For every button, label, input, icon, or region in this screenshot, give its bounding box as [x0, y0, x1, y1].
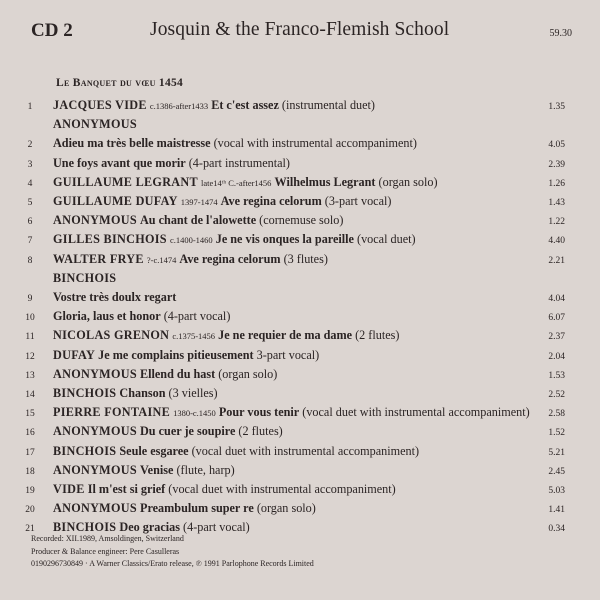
track-composer: WALTER FRYE [53, 251, 144, 266]
track-composer: ANONYMOUS [53, 501, 137, 516]
track-text [53, 444, 419, 459]
track-row [0, 290, 600, 309]
track-text [53, 271, 116, 286]
track-number: 5 [27, 198, 33, 208]
track-duration: 5.03 [548, 486, 565, 496]
track-scoring: (3 flutes) [283, 251, 328, 266]
track-composer: ANONYMOUS [53, 424, 137, 439]
track-work-title: Vostre très doulx regart [53, 290, 177, 304]
track-composer-dates: 1397-1474 [180, 197, 218, 207]
section-title: Le Banquet du vœu 1454 [56, 77, 184, 89]
track-duration: 2.39 [548, 159, 565, 170]
header [0, 0, 600, 50]
track-number: 2 [27, 140, 33, 151]
track-work-title: Je ne vis onques la pareille [215, 232, 354, 247]
credit-line: 0190296730849 · A Warner Classics/Erato release, ℗ 1991 Parlophone Records Limited [31, 559, 314, 568]
track-row [0, 482, 600, 501]
track-row [0, 117, 600, 136]
track-row [0, 348, 600, 367]
track-number: 7 [27, 236, 33, 247]
track-duration: 2.45 [548, 466, 565, 477]
track-work-title: Chanson [119, 386, 166, 400]
track-duration: 6.07 [548, 313, 565, 324]
track-row [0, 98, 600, 117]
track-text [53, 482, 396, 497]
track-work-title: Pour vous tenir [218, 405, 300, 420]
track-work-title: Je ne requier de ma dame [218, 328, 353, 343]
track-text [53, 348, 319, 363]
track-work-title: Gloria, laus et honor [53, 309, 161, 324]
track-scoring: (cornemuse solo) [259, 213, 344, 228]
track-composer: PIERRE FONTAINE [53, 405, 171, 420]
track-work-title: Wilhelmus Legrant [274, 174, 376, 189]
track-number: 3 [27, 159, 33, 170]
track-text [53, 213, 343, 228]
track-composer: GUILLAUME DUFAY [53, 194, 178, 208]
track-scoring: (vocal with instrumental accompaniment) [213, 136, 417, 151]
track-duration: 1.35 [548, 102, 565, 112]
track-composer-dates: c.1400-1460 [169, 235, 213, 246]
track-duration: 2.52 [548, 390, 565, 400]
track-row [0, 463, 600, 482]
track-duration: 4.40 [548, 236, 565, 247]
track-text [53, 98, 375, 113]
track-scoring: (organ solo) [218, 366, 278, 381]
track-composer: ANONYMOUS [53, 462, 137, 477]
track-composer-dates: 1380-c.1450 [173, 408, 216, 419]
track-text [53, 405, 530, 420]
track-scoring: (vocal duet with instrumental accompaniment) [168, 482, 396, 496]
track-duration: 0.34 [548, 524, 565, 535]
track-row [0, 309, 600, 328]
track-scoring: (organ solo) [378, 174, 438, 189]
track-row [0, 136, 600, 155]
track-composer-dates: c.1386-after1433 [149, 101, 209, 111]
track-work-title: Adieu ma très belle maistresse [53, 136, 211, 151]
track-text [53, 232, 416, 247]
track-scoring: (4-part vocal) [163, 309, 231, 324]
track-text [53, 175, 438, 190]
track-number: 4 [27, 178, 33, 189]
credit-line: Recorded: XII.1989, Amsoldingen, Switzerland [31, 534, 184, 543]
track-composer: ANONYMOUS [53, 366, 137, 381]
track-composer: BINCHOIS [53, 520, 117, 535]
track-work-title: Ave regina celorum [179, 251, 281, 266]
track-text [53, 424, 283, 439]
track-duration: 1.43 [548, 198, 565, 208]
track-row [0, 386, 600, 405]
track-composer: DUFAY [53, 347, 96, 362]
track-work-title: Une foys avant que morir [53, 155, 186, 170]
track-composer: GUILLAUME LEGRANT [53, 174, 198, 189]
track-work-title: Ave regina celorum [220, 194, 322, 208]
track-work-title: Preambulum super re [140, 501, 254, 516]
track-duration: 2.37 [548, 332, 565, 343]
track-duration: 2.58 [548, 409, 565, 420]
track-text [53, 117, 137, 132]
track-number: 20 [25, 505, 35, 516]
track-number: 10 [25, 313, 35, 324]
track-number: 9 [27, 294, 33, 304]
track-scoring: (vocal duet with instrumental accompaniment) [191, 443, 420, 458]
track-row [0, 232, 600, 251]
track-scoring: (flute, harp) [176, 462, 235, 477]
track-duration: 1.22 [548, 217, 565, 228]
track-number: 19 [25, 486, 35, 496]
track-row [0, 213, 600, 232]
track-composer: BINCHOIS [53, 443, 117, 458]
track-text [53, 309, 230, 324]
track-text [53, 501, 316, 516]
track-row [0, 194, 600, 213]
track-duration: 1.41 [548, 505, 565, 516]
track-scoring: (vocal duet with instrumental accompaniment) [302, 405, 530, 420]
track-text [53, 367, 277, 382]
track-number: 8 [27, 255, 33, 266]
track-row [0, 367, 600, 386]
track-number: 14 [25, 390, 35, 400]
track-text [53, 194, 391, 209]
track-text [53, 328, 399, 343]
track-number: 17 [25, 447, 35, 458]
track-work-title: Venise [140, 462, 174, 477]
track-composer: NICOLAS GRENON [53, 328, 170, 343]
track-duration: 1.52 [548, 428, 565, 439]
track-number: 18 [25, 466, 35, 477]
track-number: 13 [25, 370, 35, 381]
credits-footer [31, 533, 314, 571]
credit-line: Producer & Balance engineer: Pere Casulleras [31, 546, 180, 556]
track-work-title: Du cuer je soupire [140, 424, 236, 439]
track-text [53, 290, 176, 305]
track-composer: ANONYMOUS [53, 213, 137, 228]
track-row [0, 501, 600, 520]
track-row [0, 271, 600, 290]
track-duration: 4.05 [548, 140, 565, 151]
track-scoring: (2 flutes) [355, 328, 400, 343]
track-composer: VIDE [53, 482, 85, 496]
track-duration: 1.26 [548, 178, 565, 189]
track-scoring: (2 flutes) [238, 424, 283, 439]
track-row [0, 328, 600, 347]
track-row [0, 156, 600, 175]
track-scoring: (3-part vocal) [324, 194, 392, 208]
track-scoring: (4-part vocal) [183, 520, 250, 535]
cd-label: CD 2 [31, 20, 73, 41]
track-work-title: Il m'est si grief [87, 482, 166, 496]
track-composer-dates: ?-c.1474 [146, 254, 177, 265]
track-work-title: Je me complains pitieusement [98, 347, 254, 362]
track-duration: 4.04 [548, 294, 565, 304]
track-text [53, 386, 218, 401]
track-work-title: Seule esgaree [119, 443, 189, 458]
track-composer: GILLES BINCHOIS [53, 232, 167, 247]
track-number: 6 [27, 217, 33, 228]
track-work-title: Deo gracias [119, 520, 180, 535]
track-row [0, 405, 600, 424]
track-row [0, 444, 600, 463]
track-number: 1 [27, 102, 33, 112]
track-composer-dates: late14ᵗʰ C.-after1456 [200, 177, 272, 188]
track-text [53, 156, 290, 171]
total-duration: 59.30 [549, 28, 572, 39]
track-scoring: (vocal duet) [357, 232, 416, 247]
track-scoring: 3-part vocal) [256, 347, 320, 362]
track-work-title: Au chant de l'alowette [140, 213, 257, 228]
track-scoring: (3 vielles) [168, 386, 218, 400]
track-composer-dates: c.1375-1456 [172, 331, 216, 342]
track-number: 12 [25, 351, 35, 362]
track-composer: BINCHOIS [53, 386, 117, 400]
track-composer: ANONYMOUS [53, 117, 137, 132]
track-text [53, 136, 417, 151]
track-number: 15 [25, 409, 35, 420]
track-number: 11 [25, 332, 35, 343]
track-work-title: Ellend du hast [140, 366, 216, 381]
track-scoring: (4-part instrumental) [188, 155, 290, 170]
track-row [0, 252, 600, 271]
track-duration: 5.21 [548, 447, 565, 458]
track-number: 16 [25, 428, 35, 439]
track-scoring: (instrumental duet) [281, 98, 375, 112]
track-duration: 2.04 [548, 351, 565, 362]
track-text [53, 252, 328, 267]
track-duration: 1.53 [548, 370, 565, 381]
track-work-title: Et c'est assez [211, 98, 279, 112]
track-composer: BINCHOIS [53, 270, 117, 285]
track-scoring: (organ solo) [256, 501, 316, 516]
track-row [0, 424, 600, 443]
track-number: 21 [25, 524, 35, 535]
track-text [53, 463, 235, 478]
track-composer: JACQUES VIDE [53, 98, 147, 112]
track-row [0, 175, 600, 194]
track-duration: 2.21 [548, 255, 565, 266]
page-title: Josquin & the Franco-Flemish School [150, 19, 450, 40]
